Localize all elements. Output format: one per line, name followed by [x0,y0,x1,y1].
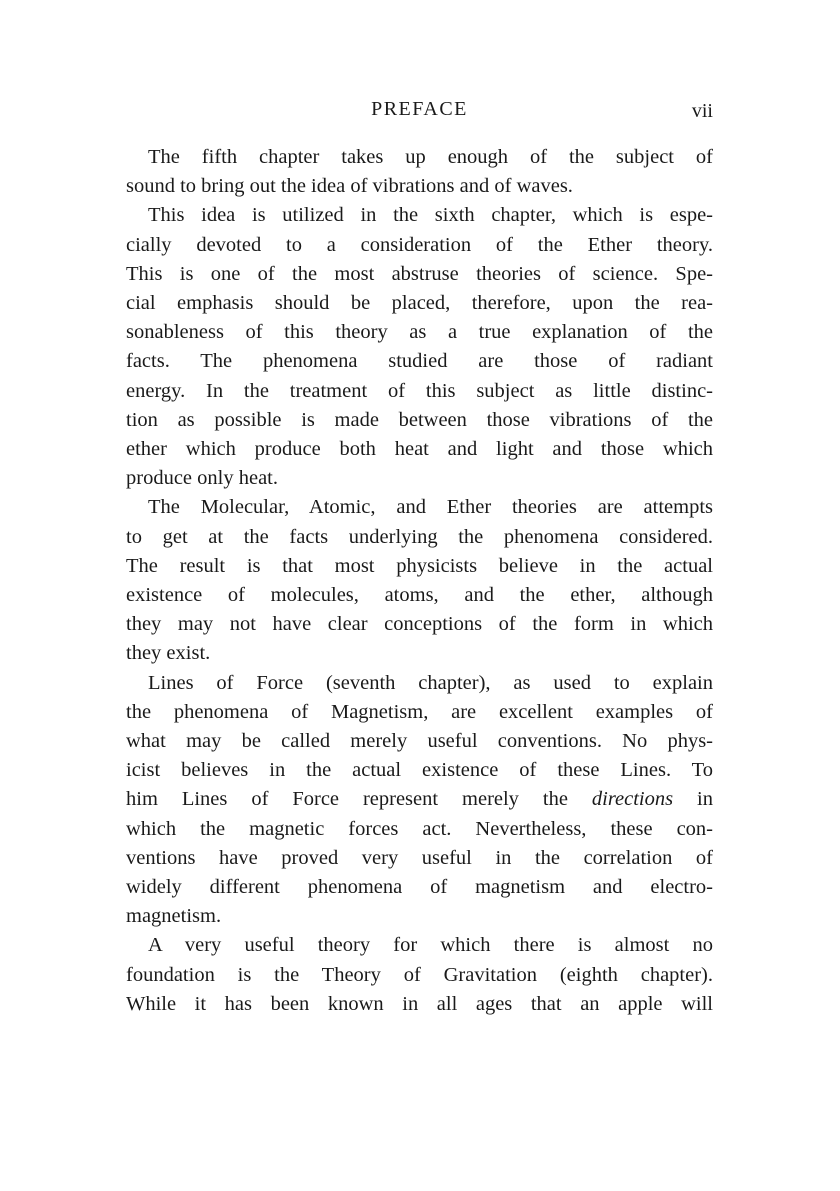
text-line: This is one of the most abstruse theories of science. Spe- [126,262,713,285]
text-line: foundation is the Theory of Gravitation (eighth chapter). [126,963,713,986]
text-line: magnetism. [126,905,222,928]
text-segment: him Lines of Force represent merely the [126,788,592,811]
text-line: the phenomena of Magnetism, are excellent examples of [126,700,713,723]
text-line: Lines of Force (seventh chapter), as used to explain [148,671,713,694]
page-header [126,98,713,128]
text-line: to get at the facts underlying the phenomena considered. [126,525,713,548]
text-line: widely different phenomena of magnetism and electro- [126,876,713,899]
text-line: The fifth chapter takes up enough of the subject of [148,146,713,168]
text-line: sonableness of this theory as a true explanation of the [126,321,713,344]
body-text [126,143,713,1019]
text-line: energy. In the treatment of this subject as little distinc- [126,379,713,402]
text-line: what may be called merely useful conventions. No phys- [126,730,713,753]
text-line: The result is that most physicists believe in the actual [126,554,713,577]
text-line: existence of molecules, atoms, and the ether, although [126,584,713,607]
text-line: This idea is utilized in the sixth chapter, which is espe- [148,204,713,227]
text-line: produce only heat. [126,467,278,490]
text-line: they exist. [126,642,211,665]
text-line: they may not have clear conceptions of the form in which [126,613,713,636]
text-line: ether which produce both heat and light and those which [126,438,713,461]
text-line: While it has been known in all ages that an apple will [126,992,713,1015]
page-number: vii [691,100,713,122]
text-line: which the magnetic forces act. Nevertheless, these con- [126,817,713,840]
text-line: A very useful theory for which there is almost no [148,934,713,957]
text-line: The Molecular, Atomic, and Ether theories are attempts [148,496,713,519]
text-line: cial emphasis should be placed, therefore, upon the rea- [126,292,713,315]
text-line: cially devoted to a consideration of the Ether theory. [126,233,713,256]
text-line: sound to bring out the idea of vibrations and of waves. [126,175,573,198]
text-segment: in [673,788,713,811]
text-line [126,785,713,814]
text-line: tion as possible is made between those vibrations of the [126,408,713,431]
text-line: icist believes in the actual existence of these Lines. To [126,759,713,782]
running-head: PREFACE [371,98,468,120]
text-line: facts. The phenomena studied are those of radiant [126,350,713,373]
emphasized-word: directions [591,788,674,811]
text-line: ventions have proved very useful in the correlation of [126,846,713,869]
